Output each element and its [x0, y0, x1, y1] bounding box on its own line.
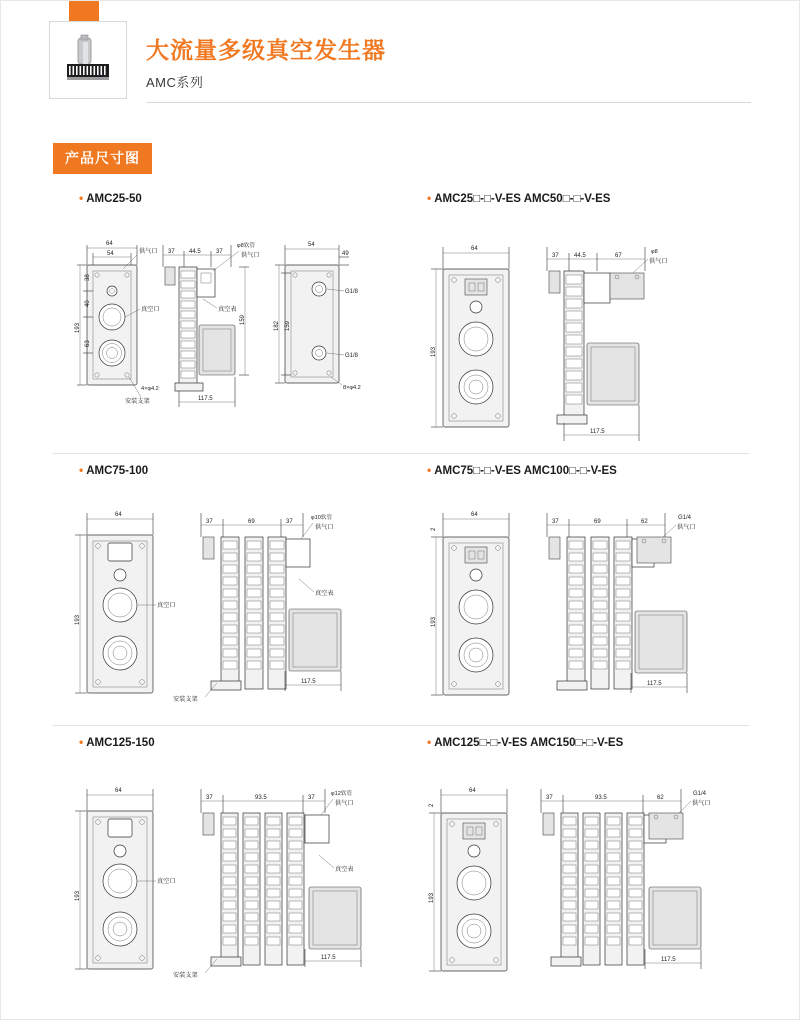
drawing-label — [79, 191, 142, 205]
svg-text:62: 62 — [641, 519, 648, 525]
svg-text:193: 193 — [75, 322, 81, 333]
svg-text:供气口: 供气口 — [241, 252, 260, 259]
svg-text:真空表: 真空表 — [315, 590, 334, 597]
svg-text:2: 2 — [431, 527, 437, 531]
drawing-label — [79, 463, 148, 477]
drawing-label-text: AMC125-150 — [86, 737, 155, 749]
svg-text:安装支架: 安装支架 — [173, 972, 198, 979]
svg-text:64: 64 — [471, 512, 478, 518]
drawing-cell-amc75-100-v-es — [401, 453, 749, 725]
drawing-label-text: AMC75-100 — [86, 465, 149, 477]
svg-text:37: 37 — [552, 253, 559, 259]
svg-text:4×φ4.2: 4×φ4.2 — [141, 386, 159, 392]
svg-text:供气口: 供气口 — [315, 524, 334, 531]
svg-text:117.5: 117.5 — [661, 957, 676, 963]
svg-text:供气口: 供气口 — [677, 524, 696, 531]
svg-text:2: 2 — [429, 803, 435, 807]
svg-text:G1/4: G1/4 — [678, 515, 692, 521]
svg-text:供气口: 供气口 — [692, 800, 711, 807]
svg-text:37: 37 — [206, 795, 213, 801]
svg-text:117.5: 117.5 — [647, 681, 662, 687]
drawing-canvas-amc75-100 — [53, 479, 401, 723]
svg-text:54: 54 — [107, 251, 114, 257]
bullet-icon: • — [427, 191, 432, 205]
svg-text:真空口: 真空口 — [141, 306, 160, 313]
svg-text:真空口: 真空口 — [157, 878, 176, 885]
svg-text:193: 193 — [431, 346, 437, 357]
drawing-canvas-amc125-150-v-es — [401, 751, 749, 995]
drawing-label-text: AMC125□-□-V-ES AMC150□-□-V-ES — [434, 737, 624, 749]
svg-text:安装支架: 安装支架 — [173, 696, 198, 703]
svg-text:67: 67 — [615, 253, 622, 259]
svg-text:117.5: 117.5 — [590, 429, 605, 435]
svg-text:93.5: 93.5 — [255, 795, 267, 801]
svg-text:37: 37 — [546, 795, 553, 801]
svg-text:63: 63 — [85, 340, 91, 347]
svg-text:64: 64 — [115, 512, 122, 518]
drawing-canvas-amc25-50 — [53, 207, 401, 451]
svg-text:37: 37 — [216, 249, 223, 255]
svg-text:G1/8: G1/8 — [345, 289, 359, 295]
drawing-label-text: AMC25□-□-V-ES AMC50□-□-V-ES — [434, 193, 611, 205]
svg-text:159: 159 — [285, 320, 291, 331]
drawing-label — [79, 735, 155, 749]
bullet-icon: • — [79, 191, 84, 205]
svg-text:真空口: 真空口 — [157, 602, 176, 609]
svg-text:182: 182 — [274, 320, 280, 331]
svg-text:93.5: 93.5 — [595, 795, 607, 801]
svg-text:193: 193 — [75, 890, 81, 901]
svg-text:64: 64 — [106, 241, 113, 247]
drawing-canvas-amc25-50-v-es — [401, 207, 749, 451]
svg-text:64: 64 — [115, 788, 122, 794]
svg-text:8×φ4.2: 8×φ4.2 — [343, 385, 361, 391]
svg-text:φ8软管: φ8软管 — [237, 243, 255, 249]
drawing-cell-amc125-150-v-es — [401, 725, 749, 997]
dimension-drawings — [1, 181, 800, 997]
svg-text:37: 37 — [308, 795, 315, 801]
svg-text:37: 37 — [552, 519, 559, 525]
drawing-cell-amc75-100 — [53, 453, 401, 725]
page-title: 大流量多级真空发生器 — [146, 37, 386, 63]
page-header — [1, 1, 799, 113]
svg-text:40: 40 — [85, 300, 91, 307]
svg-text:37: 37 — [206, 519, 213, 525]
bullet-icon: • — [427, 735, 432, 749]
svg-text:38: 38 — [85, 274, 91, 281]
svg-text:117.5: 117.5 — [198, 396, 213, 402]
svg-text:49: 49 — [342, 251, 349, 257]
product-thumbnail — [49, 21, 127, 99]
bullet-icon: • — [427, 463, 432, 477]
drawing-label-text: AMC75□-□-V-ES AMC100□-□-V-ES — [434, 465, 617, 477]
svg-text:44.5: 44.5 — [189, 249, 201, 255]
svg-text:37: 37 — [168, 249, 175, 255]
drawing-cell-amc25-50-v-es — [401, 181, 749, 453]
svg-text:供气口: 供气口 — [139, 248, 158, 255]
svg-text:117.5: 117.5 — [321, 955, 336, 961]
bullet-icon: • — [79, 735, 84, 749]
svg-text:159: 159 — [240, 314, 246, 325]
svg-text:G1/4: G1/4 — [693, 791, 707, 797]
drawing-cell-amc125-150 — [53, 725, 401, 997]
svg-text:真空表: 真空表 — [218, 306, 237, 313]
svg-text:64: 64 — [469, 788, 476, 794]
svg-text:117.5: 117.5 — [301, 679, 316, 685]
svg-text:193: 193 — [429, 892, 435, 903]
svg-text:φ8: φ8 — [651, 249, 658, 255]
svg-text:G1/8: G1/8 — [345, 353, 359, 359]
svg-text:φ12软管: φ12软管 — [331, 791, 353, 797]
svg-text:44.5: 44.5 — [574, 253, 586, 259]
svg-text:62: 62 — [657, 795, 664, 801]
section-heading: 产品尺寸图 — [53, 143, 152, 174]
svg-text:安装支架: 安装支架 — [125, 398, 150, 405]
svg-text:37: 37 — [286, 519, 293, 525]
header-divider — [146, 102, 751, 103]
drawing-row-2 — [1, 453, 800, 725]
svg-text:供气口: 供气口 — [335, 800, 354, 807]
vacuum-generator-product-icon — [50, 22, 126, 98]
svg-text:193: 193 — [75, 614, 81, 625]
svg-text:φ10软管: φ10软管 — [311, 515, 333, 521]
svg-text:69: 69 — [248, 519, 255, 525]
drawing-cell-amc25-50 — [53, 181, 401, 453]
page-subtitle: AMC系列 — [146, 75, 204, 90]
drawing-label-text: AMC25-50 — [86, 193, 142, 205]
svg-text:69: 69 — [594, 519, 601, 525]
drawing-label — [427, 463, 617, 477]
title-block — [146, 35, 386, 91]
drawing-label — [427, 735, 623, 749]
bullet-icon: • — [79, 463, 84, 477]
drawing-canvas-amc125-150 — [53, 751, 401, 995]
drawing-row-1 — [1, 181, 800, 453]
svg-text:64: 64 — [471, 246, 478, 252]
drawing-label — [427, 191, 610, 205]
svg-text:193: 193 — [431, 616, 437, 627]
svg-text:真空表: 真空表 — [335, 866, 354, 873]
drawing-row-3 — [1, 725, 800, 997]
drawing-canvas-amc75-100-v-es — [401, 479, 749, 723]
svg-text:54: 54 — [308, 242, 315, 248]
svg-text:供气口: 供气口 — [649, 258, 668, 265]
